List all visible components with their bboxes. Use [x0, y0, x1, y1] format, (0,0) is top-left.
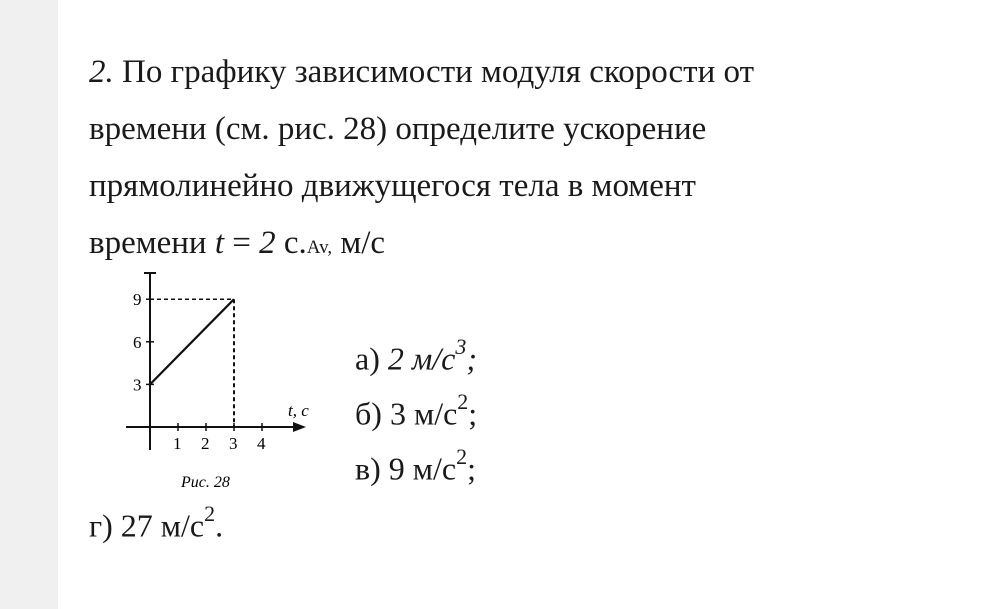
- option-c-label: в): [355, 450, 381, 487]
- option-b[interactable]: [355, 389, 478, 433]
- option-d-value: 27 м/с: [120, 507, 205, 544]
- unit-seconds: с.: [275, 225, 307, 261]
- option-b-end: ;: [468, 395, 478, 432]
- y-tick-label-9: 9: [133, 290, 142, 310]
- option-a[interactable]: [355, 334, 478, 378]
- option-c-end: ;: [467, 450, 476, 487]
- problem-line-1-text: По графику зависимости модуля скорости от: [122, 54, 754, 90]
- option-a-label: а): [355, 340, 380, 377]
- x-axis-arrow: [293, 422, 306, 432]
- x-tick-label-4: 4: [257, 434, 266, 453]
- option-c-exponent: 2: [456, 444, 468, 469]
- equals-sign: =: [224, 225, 260, 261]
- option-d-exponent: 2: [204, 501, 216, 526]
- option-d[interactable]: [89, 501, 224, 545]
- x-tick-label-2: 2: [201, 434, 210, 453]
- y-tick-label-3: 3: [133, 375, 142, 395]
- problem-line-1: [89, 44, 909, 101]
- x-tick-label-1: 1: [173, 434, 182, 453]
- option-a-exponent: 3: [455, 334, 467, 359]
- velocity-time-graph: [118, 265, 333, 495]
- x-axis-label: t, с: [288, 401, 309, 420]
- problem-line-3: прямолинейно движущегося тела в момент: [89, 168, 696, 204]
- figure-caption: Рис. 28: [181, 474, 230, 491]
- option-d-end: .: [215, 507, 224, 544]
- option-a-end: ;: [466, 340, 478, 377]
- problem-line-4-prefix: времени: [89, 225, 215, 261]
- option-b-label: б): [355, 395, 382, 432]
- option-a-value: 2 м/с: [387, 340, 456, 377]
- option-d-label: г): [89, 507, 113, 544]
- unit-velocity: м/с: [332, 225, 386, 261]
- problem-text: [89, 44, 909, 276]
- velocity-line: [150, 299, 234, 384]
- problem-line-2: времени (см. рис. 28) определите ускорение: [89, 111, 707, 147]
- time-value: 2: [259, 225, 276, 261]
- option-b-exponent: 2: [457, 389, 469, 414]
- chart-svg: [118, 265, 333, 495]
- x-tick-label-3: 3: [229, 434, 238, 453]
- problem-number: 2.: [89, 54, 114, 90]
- option-b-value: 3 м/с: [389, 395, 458, 432]
- option-c-value: 9 м/с: [388, 450, 457, 487]
- small-label: Av,: [306, 237, 333, 258]
- option-c[interactable]: [355, 444, 476, 488]
- y-tick-label-6: 6: [133, 332, 142, 352]
- time-variable: t: [214, 225, 225, 261]
